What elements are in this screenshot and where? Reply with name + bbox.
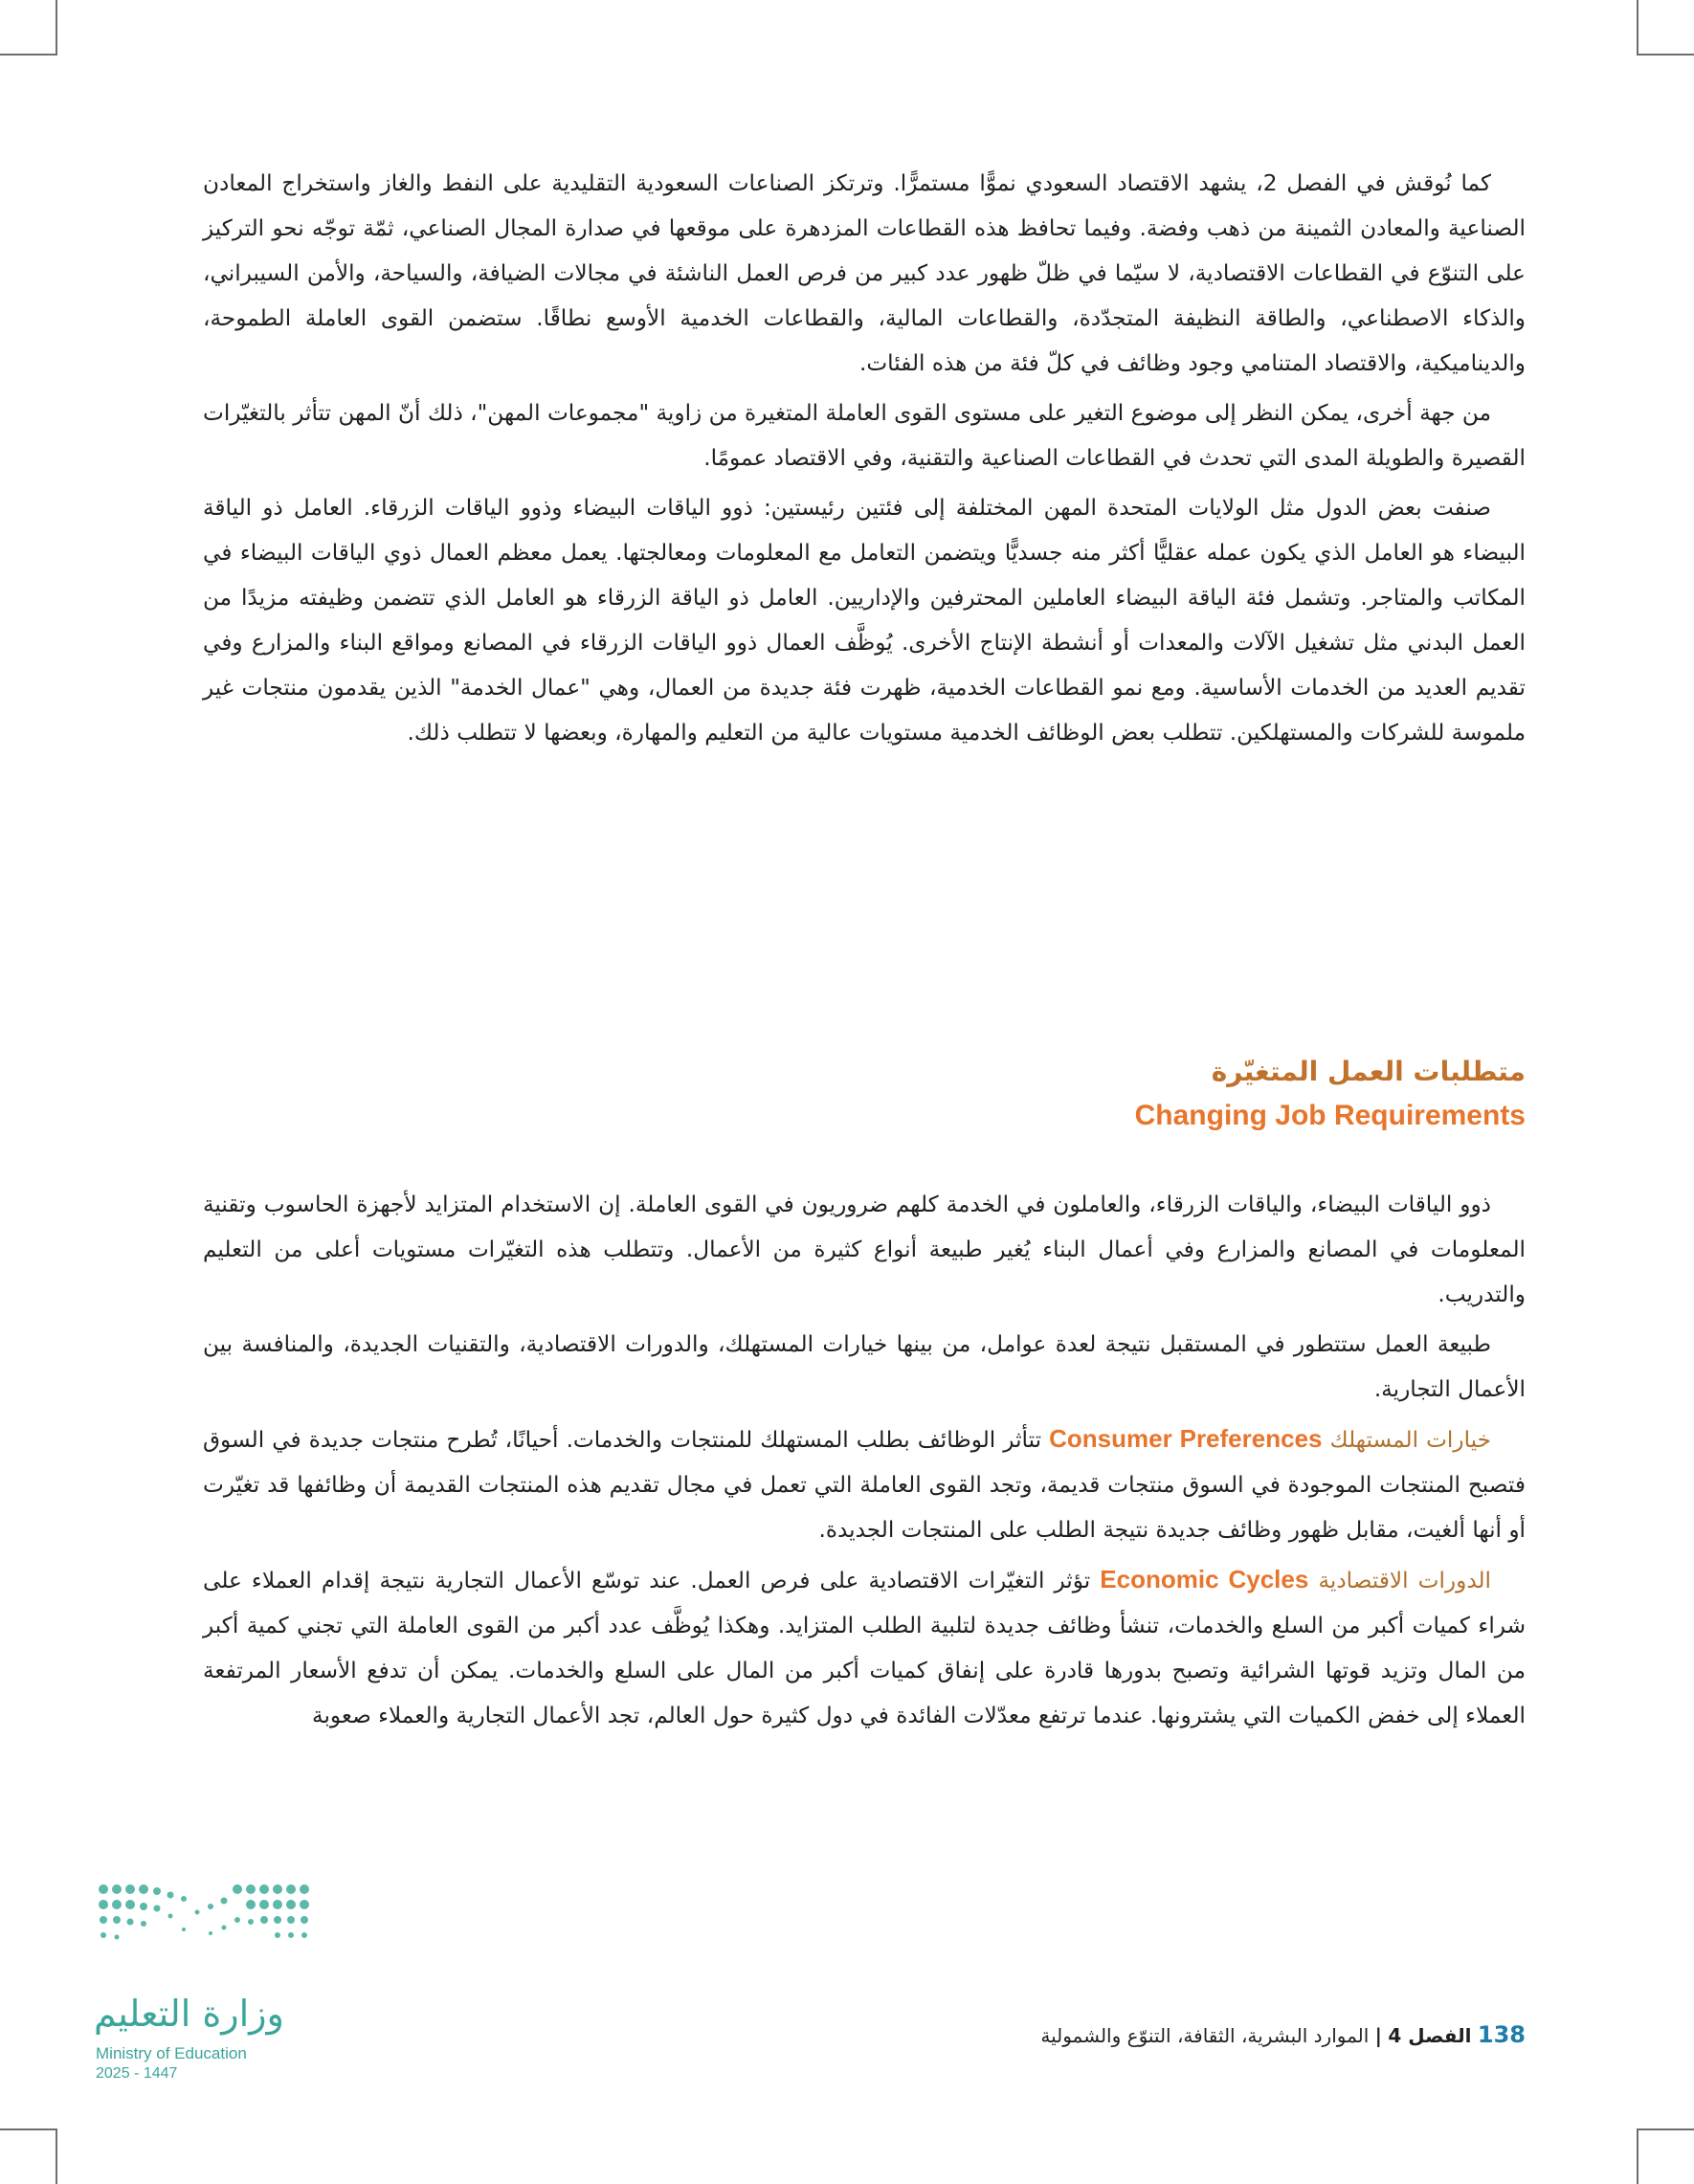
- term-economic-en: Economic Cycles: [1100, 1565, 1309, 1593]
- crop-mark: [1637, 2128, 1638, 2184]
- chapter-label: الفصل 4: [1388, 2024, 1472, 2047]
- ministry-logo-icon: [94, 1878, 314, 1983]
- paragraph: من جهة أخرى، يمكن النظر إلى موضوع التغير على مستوى القوى العاملة المتغيرة من زاوية "مجموعات المهن"، ذلك أنّ المهن تتأثر بالتغيّرات القصيرة والطويلة المدى التي تحدث في القطاعات الصناعية والتقنية، وفي الاقتصاد عمومًا.: [203, 400, 1526, 471]
- section-title-ar: متطلبات العمل المتغيّرة: [1211, 1056, 1526, 1087]
- crop-mark: [0, 54, 56, 56]
- consumer-text: تتأثر الوظائف بطلب المستهلك للمنتجات والخدمات. أحيانًا، تُطرح منتجات جديدة في السوق فتصبح المنتجات الموجودة في السوق منتجات قديمة، وتجد القوى العاملة التي تعمل في مجال تقديم هذه المنتجات القديمة أن وظائفها قد تغيّرت أو أنها ألغيت، مقابل ظهور وظائف جديدة نتيجة الطلب على المنتجات الجديدة.: [203, 1427, 1526, 1543]
- paragraph-consumer-preferences: [203, 1416, 1526, 1552]
- economic-text: تؤثر التغيّرات الاقتصادية على فرص العمل. عند توسّع الأعمال التجارية نتيجة إقدام العملاء على شراء كميات أكبر من السلع والخدمات، تنشأ وظائف جديدة لتلبية الطلب المتزايد. وهكذا يُوظَّف عدد أكبر من القوى العاملة التي تجني كمية أكبر من المال وتزيد قوتها الشرائية وتصبح بدورها قادرة على إنفاق كميات أكبر من المال على السلع والخدمات. يمكن أن تدفع الأسعار المرتفعة العملاء إلى خفض الكميات التي يشترونها. عندما ترتفع معدّلات الفائدة في دول كثيرة حول العالم، تجد الأعمال التجارية والعملاء صعوبة: [203, 1568, 1526, 1728]
- term-consumer-ar: خيارات المستهلك: [1329, 1427, 1491, 1453]
- page-footer: [1040, 2021, 1526, 2048]
- paragraph: كما نُوقش في الفصل 2، يشهد الاقتصاد السعودي نموًّا مستمرًّا. وترتكز الصناعات السعودية التقليدية على النفط والغاز واستخراج المعادن الصناعية والمعادن الثمينة من ذهب وفضة. وفيما تحافظ هذه القطاعات المزدهرة على موقعها في صدارة المجال الصناعي، ثمّة توجّه نحو التركيز على التنوّع في القطاعات الاقتصادية، لا سيّما في ظلّ ظهور عدد كبير من فرص العمل الناشئة في مجالات الضيافة، والسياحة، والأمن السيبراني، والذكاء الاصطناعي، والطاقة النظيفة المتجدّدة، والقطاعات المالية، والقطاعات الخدمية الأوسع نطاقًا. ستضمن القوى العاملة الطموحة، والديناميكية، والاقتصاد المتنامي وجود وظائف في كلّ فئة من هذه الفئات.: [203, 170, 1526, 376]
- chapter-title: الموارد البشرية، الثقافة، التنوّع والشمولية: [1040, 2024, 1370, 2047]
- section-title-en: Changing Job Requirements: [1134, 1100, 1526, 1131]
- ministry-year: 2025 - 1447: [96, 2065, 178, 2082]
- footer-separator: |: [1374, 2024, 1382, 2047]
- crop-mark: [56, 2128, 57, 2184]
- section-heading: [1135, 1053, 1526, 1137]
- paragraph: صنفت بعض الدول مثل الولايات المتحدة المهن المختلفة إلى فئتين رئيستين: ذوو الياقات البيضاء وذوو الياقات الزرقاء. العامل ذو الياقة البيضاء هو العامل الذي يكون عمله عقليًّا أكثر منه جسديًّا ويتضمن التعامل مع المعلومات ومعالجتها. يعمل معظم العمال ذوي الياقات البيضاء في المكاتب والمتاجر. وتشمل فئة الياقة البيضاء العاملين المحترفين والإداريين. العامل ذو الياقة الزرقاء هو العامل الذي تتضمن وظيفته مزيدًا من العمل البدني مثل تشغيل الآلات والمعدات أو أنشطة الإنتاج الأخرى. يُوظَّف العمال ذوو الياقات الزرقاء في المصانع ومواقع البناء والمزارع وفي تقديم العديد من الخدمات الأساسية. ومع نمو القطاعات الخدمية، ظهرت فئة جديدة من العمال، وهي "عمال الخدمة" الذين يقدمون منتجات غير ملموسة للشركات والمستهلكين. تتطلب بعض الوظائف الخدمية مستويات عالية من التعليم والمهارة، وبعضها لا تتطلب ذلك.: [203, 495, 1526, 746]
- term-economic-ar: الدورات الاقتصادية: [1318, 1568, 1492, 1593]
- crop-mark: [1637, 0, 1638, 56]
- crop-mark: [56, 0, 57, 56]
- page-number: 138: [1477, 2021, 1526, 2048]
- body-text-top: [203, 161, 1526, 760]
- ministry-name-ar: وزارة التعليم: [94, 1993, 284, 2035]
- paragraph-economic-cycles: [203, 1557, 1526, 1738]
- body-text-bottom: [203, 1182, 1526, 1743]
- crop-mark: [1638, 54, 1694, 56]
- ministry-name-en: Ministry of Education: [96, 2044, 247, 2062]
- term-consumer-en: Consumer Preferences: [1049, 1424, 1323, 1453]
- paragraph: طبيعة العمل ستتطور في المستقبل نتيجة لعدة عوامل، من بينها خيارات المستهلك، والدورات الاقتصادية، والتقنيات الجديدة، والمنافسة بين الأعمال التجارية.: [203, 1331, 1526, 1402]
- paragraph: ذوو الياقات البيضاء، والياقات الزرقاء، والعاملون في الخدمة كلهم ضروريون في القوى العاملة. إن الاستخدام المتزايد لأجهزة الحاسوب وتقنية المعلومات في المصانع والمزارع وفي أعمال البناء يُغير طبيعة أنواع كثيرة من الأعمال. وتتطلب هذه التغيّرات مستويات أعلى من التعليم والتدريب.: [203, 1192, 1526, 1307]
- crop-mark: [0, 2128, 56, 2130]
- crop-mark: [1638, 2128, 1694, 2130]
